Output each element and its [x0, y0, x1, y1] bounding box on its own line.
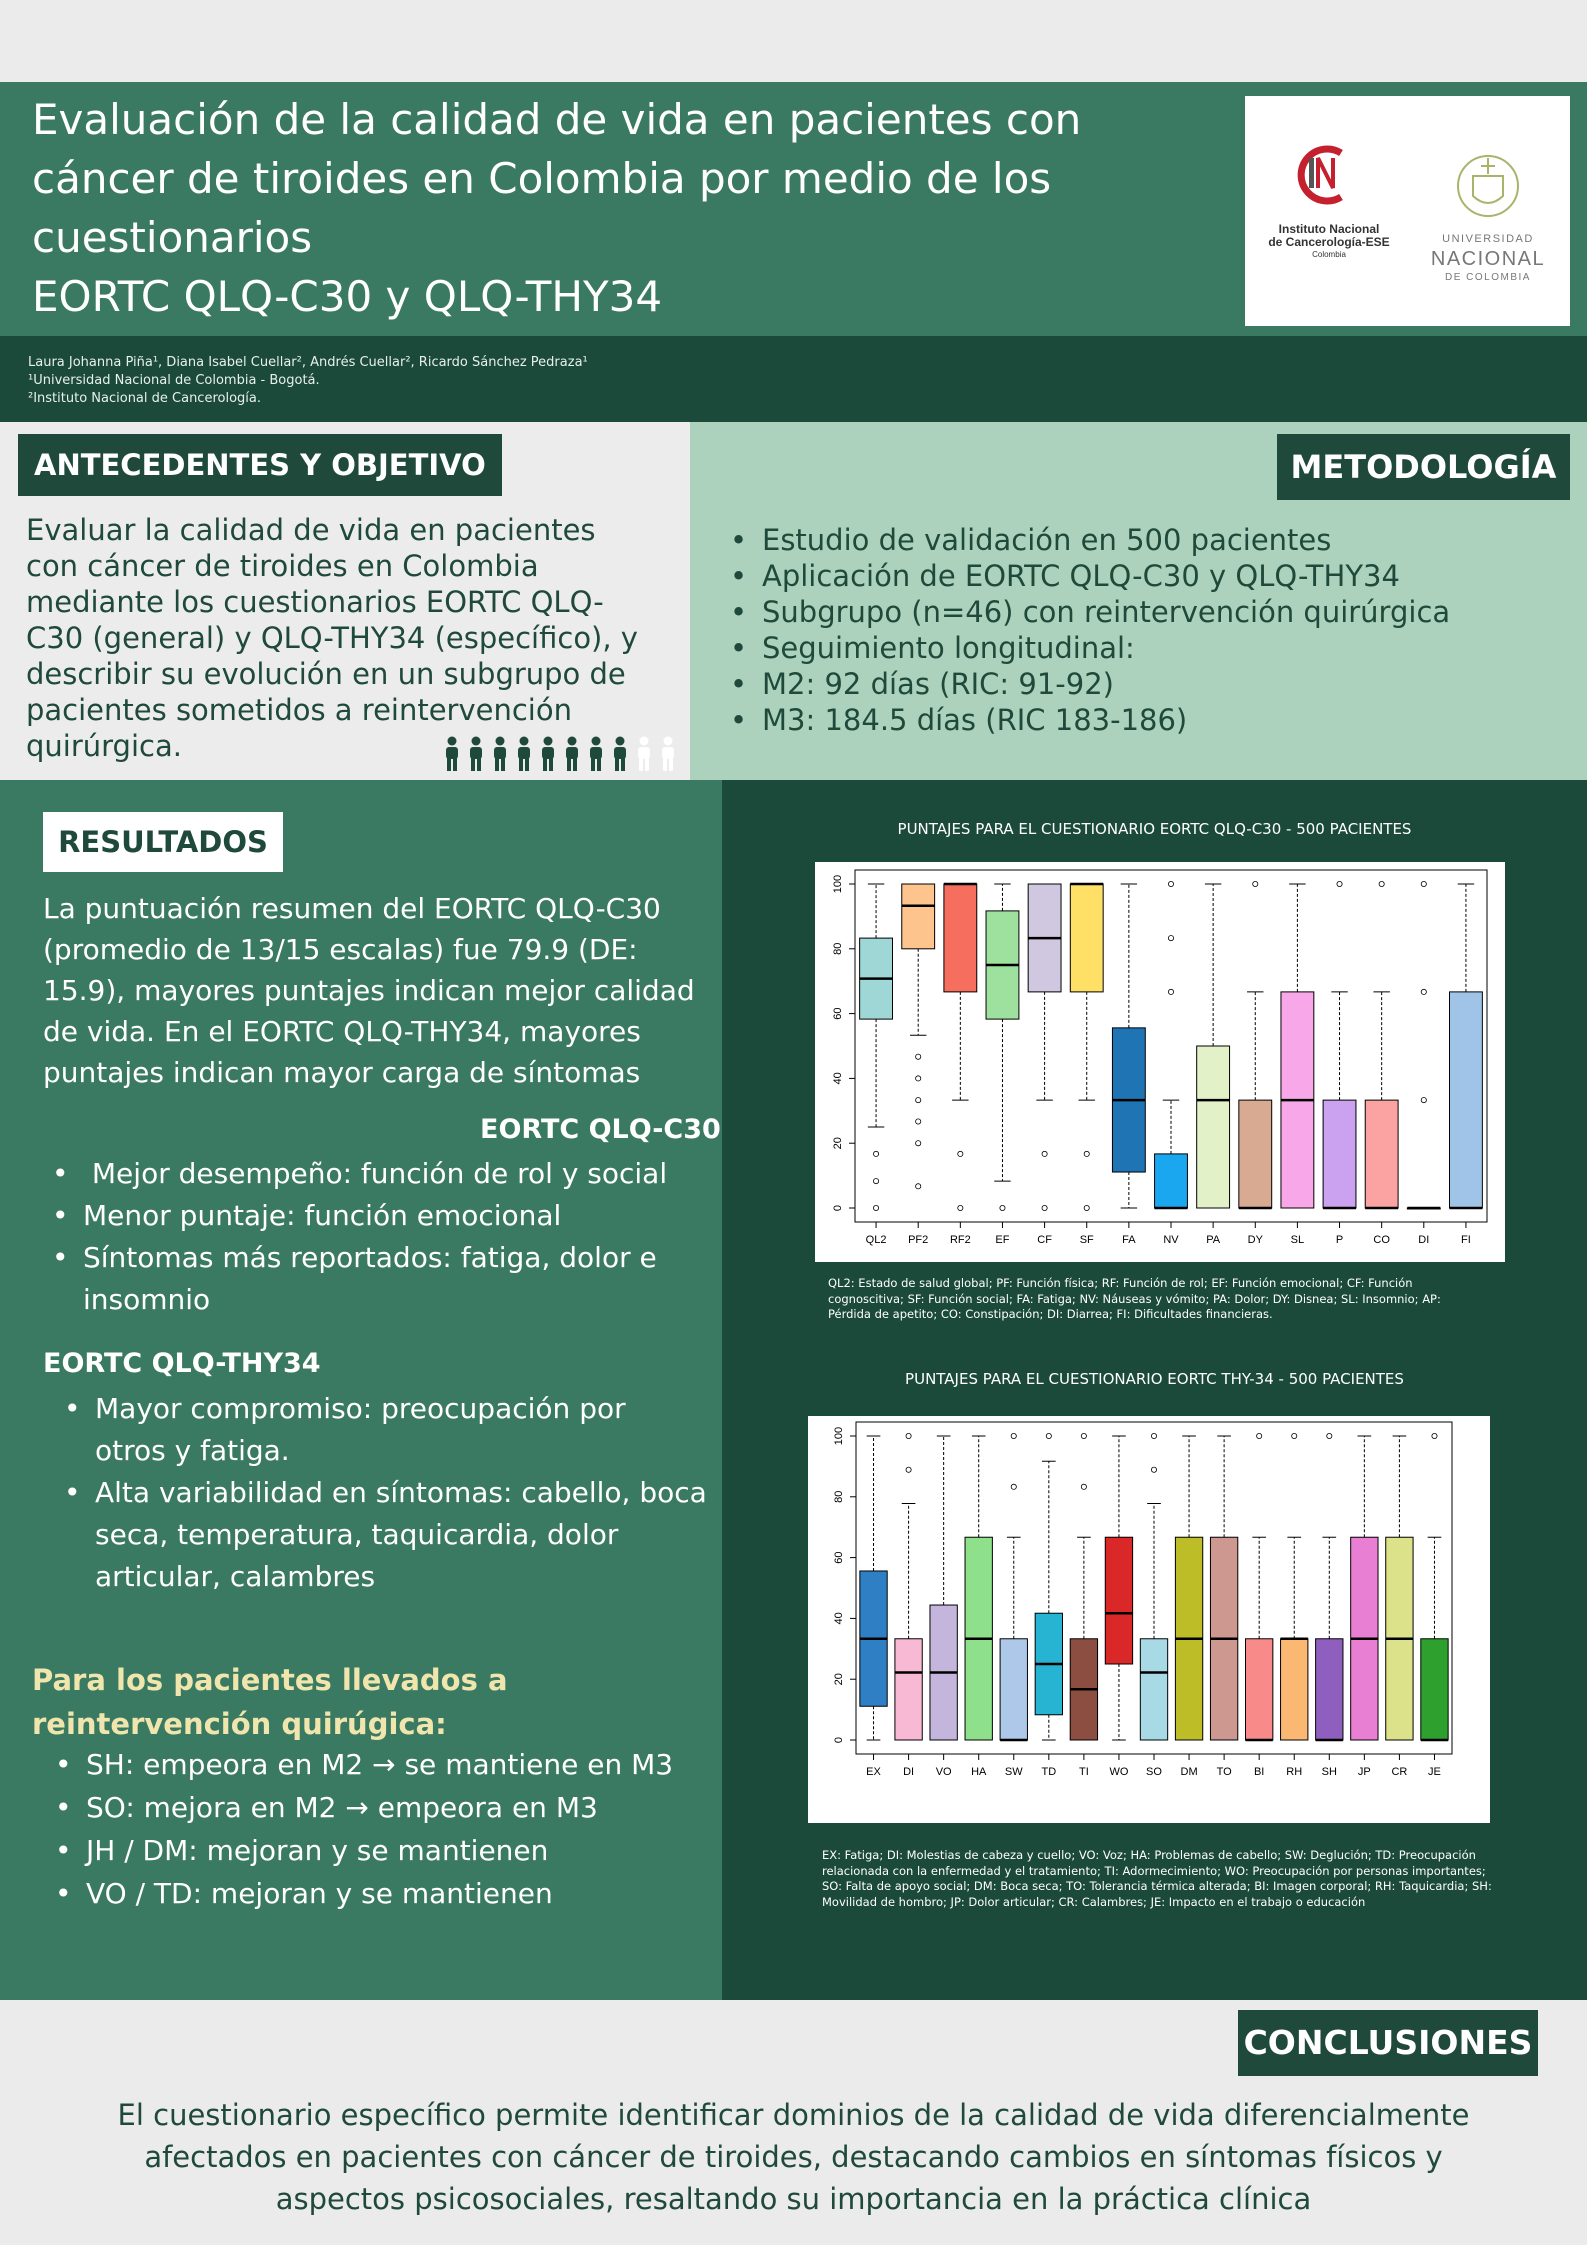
list-item: • Aplicación de EORTC QLQ-C30 y QLQ-THY34: [730, 558, 1450, 594]
poster-title: [32, 90, 1212, 326]
outlier-point: [1046, 1433, 1051, 1438]
list-item: • M3: 184.5 días (RIC 183-186): [730, 702, 1450, 738]
outlier-point: [1168, 936, 1173, 941]
box-BI: [1246, 1433, 1273, 1740]
person-icon: [566, 737, 578, 772]
text-line: afectados en pacientes con cáncer de tiroides, destacando cambios en síntomas físicos y: [144, 2140, 1443, 2174]
title-line: cuestionarios: [32, 213, 313, 262]
x-tick-label: SH: [1321, 1766, 1337, 1778]
outlier-point: [1081, 1484, 1086, 1489]
x-tick-label: SO: [1146, 1766, 1162, 1778]
x-tick-label: JP: [1357, 1766, 1371, 1778]
person-leg: [549, 757, 553, 771]
text-line: aspectos psicosociales, resaltando su importancia en la práctica clínica: [275, 2182, 1312, 2216]
box-iqr: [1105, 1537, 1132, 1664]
person-head: [544, 737, 553, 746]
person-head: [616, 737, 625, 746]
list-item: • Síntomas más reportados: fatiga, dolor e: [52, 1237, 667, 1279]
resultados-heading: RESULTADOS: [43, 812, 283, 872]
x-tick-label: EX: [866, 1766, 881, 1778]
box-iqr: [944, 884, 977, 992]
logos-svg: [1245, 96, 1570, 326]
box-CO: [1365, 881, 1398, 1208]
x-tick-label: DI: [903, 1766, 915, 1778]
x-tick-label: CR: [1391, 1766, 1408, 1778]
outlier-point: [1257, 1433, 1262, 1438]
x-tick-label: NV: [1163, 1234, 1179, 1246]
chart-thy34-title: PUNTAJES PARA EL CUESTIONARIO EORTC THY-34 - 500 PACIENTES: [905, 1370, 1404, 1388]
text-line: puntajes indican mayor carga de síntomas: [43, 1056, 641, 1089]
list-item: • Subgrupo (n=46) con reintervención quirúrgica: [730, 594, 1450, 630]
conclusiones-text: [0, 2094, 1587, 2220]
list-item: • SH: empeora en M2 → se mantiene en M3: [55, 1743, 673, 1786]
chart-c30: [815, 862, 1505, 1262]
x-tick-label: WO: [1109, 1766, 1129, 1778]
outlier-point: [1042, 1151, 1047, 1156]
person-icon: [470, 737, 482, 772]
person-leg: [663, 757, 667, 771]
outlier-point: [1084, 1151, 1089, 1156]
person-leg: [477, 757, 481, 771]
x-tick-label: JE: [1428, 1766, 1441, 1778]
box-TI: [1070, 1433, 1097, 1740]
person-leg: [519, 757, 523, 771]
box-DY: [1239, 881, 1272, 1208]
x-tick-label: PF2: [908, 1234, 929, 1246]
outlier-point: [1421, 989, 1426, 994]
person-head: [568, 737, 577, 746]
inc-logo-i: [1309, 158, 1314, 188]
y-tick-label: 40: [833, 1612, 845, 1625]
text-line: (promedio de 13/15 escalas) fue 79.9 (DE:: [43, 933, 638, 966]
person-head: [472, 737, 481, 746]
person-icon: [614, 737, 626, 772]
text-line: quirúrgica.: [26, 729, 182, 763]
box-iqr: [1246, 1639, 1273, 1740]
chart-thy34: [808, 1416, 1490, 1823]
box-iqr: [1070, 884, 1103, 992]
x-tick-label: TI: [1078, 1766, 1089, 1778]
text-line: Evaluar la calidad de vida en pacientes: [26, 513, 596, 547]
legend-line: Pérdida de apetito; CO: Constipación; DI: Diarrea; FI: Dificultades financieras.: [828, 1307, 1273, 1321]
text-line: mediante los cuestionarios EORTC QLQ-: [26, 585, 604, 619]
x-tick-label: PA: [1206, 1234, 1221, 1246]
conclusiones-heading: CONCLUSIONES: [1238, 2010, 1538, 2076]
thy-list: [64, 1388, 707, 1598]
outlier-point: [1151, 1433, 1156, 1438]
box-QL2: [860, 884, 893, 1211]
outlier-point: [1421, 881, 1426, 886]
person-icon: [446, 737, 458, 772]
person-leg: [615, 757, 619, 771]
inc-logo: [1268, 149, 1389, 259]
x-tick-label: QL2: [865, 1234, 887, 1246]
box-HA: [965, 1436, 992, 1740]
unal-logo-line: DE COLOMBIA: [1445, 272, 1531, 283]
outlier-point: [916, 1098, 921, 1103]
text-line: La puntuación resumen del EORTC QLQ-C30: [43, 892, 661, 925]
outlier-point: [873, 1179, 878, 1184]
box-JP: [1351, 1436, 1378, 1740]
chart-c30-legend: [828, 1276, 1441, 1323]
box-iqr: [1140, 1639, 1167, 1740]
outlier-point: [873, 1205, 878, 1210]
outlier-point: [873, 1151, 878, 1156]
person-leg: [645, 757, 649, 771]
outlier-point: [958, 1151, 963, 1156]
list-item: • Seguimiento longitudinal:: [730, 630, 1450, 666]
y-tick-label: 40: [832, 1072, 844, 1085]
list-item: • VO / TD: mejoran y se mantienen: [55, 1872, 673, 1915]
person-icon: [590, 737, 602, 772]
list-item: • M2: 92 días (RIC: 91-92): [730, 666, 1450, 702]
box-P: [1323, 881, 1356, 1208]
outlier-point: [1151, 1467, 1156, 1472]
list-item: • Mejor desempeño: función de rol y social: [52, 1153, 667, 1195]
resultados-summary: [43, 888, 703, 1093]
box-iqr: [1197, 1046, 1230, 1208]
outlier-point: [906, 1467, 911, 1472]
outlier-point: [1168, 881, 1173, 886]
x-tick-label: SL: [1290, 1234, 1305, 1246]
list-item: otros y fatiga.: [95, 1434, 290, 1467]
text-line: C30 (general) y QLQ-THY34 (específico), y: [26, 621, 638, 655]
list-item: • Alta variabilidad en síntomas: cabello, boca: [64, 1472, 707, 1514]
y-tick-label: 100: [833, 1426, 845, 1446]
y-tick-label: 80: [832, 942, 844, 955]
authors: [28, 354, 588, 408]
outlier-point: [916, 1141, 921, 1146]
text-line: El cuestionario específico permite identificar dominios de la calidad de vida diferencialmente: [117, 2098, 1470, 2132]
box-iqr: [1450, 992, 1483, 1208]
x-tick-label: RH: [1286, 1766, 1303, 1778]
list-item: • Mayor compromiso: preocupación por: [64, 1388, 707, 1430]
y-tick-label: 100: [832, 874, 844, 894]
box-FI: [1450, 884, 1483, 1208]
outlier-point: [916, 1076, 921, 1081]
box-PF2: [902, 884, 935, 1189]
thy-subheading: EORTC QLQ-THY34: [43, 1348, 321, 1379]
x-tick-label: P: [1335, 1234, 1344, 1246]
affiliation-line: ²Instituto Nacional de Cancerología.: [28, 391, 261, 406]
person-head: [520, 737, 529, 746]
reintervencion-list: [55, 1743, 673, 1915]
box-RH: [1281, 1433, 1308, 1740]
x-tick-label: VO: [935, 1766, 952, 1778]
box-DM: [1175, 1436, 1202, 1740]
text-line: Para los pacientes llevados a: [32, 1663, 508, 1697]
x-tick-label: TO: [1216, 1766, 1232, 1778]
person-icon: [494, 737, 506, 772]
person-head: [448, 737, 457, 746]
x-tick-label: CO: [1373, 1234, 1390, 1246]
outlier-point: [958, 1205, 963, 1210]
person-leg: [639, 757, 643, 771]
person-leg: [453, 757, 457, 771]
list-item: • Estudio de validación en 500 pacientes: [730, 522, 1450, 558]
x-tick-label: FI: [1461, 1234, 1471, 1246]
outlier-point: [1168, 989, 1173, 994]
legend-line: QL2: Estado de salud global; PF: Función física; RF: Función de rol; EF: Función emocional; CF: Función: [828, 1276, 1413, 1290]
x-tick-label: RF2: [949, 1234, 971, 1246]
antecedentes-heading: ANTECEDENTES Y OBJETIVO: [18, 434, 502, 496]
inc-logo-line: Instituto Nacional: [1278, 222, 1380, 236]
person-leg: [567, 757, 571, 771]
x-tick-label: HA: [971, 1766, 987, 1778]
box-SW: [1000, 1433, 1027, 1740]
x-tick-label: BI: [1253, 1766, 1265, 1778]
y-tick-label: 20: [832, 1137, 844, 1150]
title-line: cáncer de tiroides en Colombia por medio de los: [32, 154, 1052, 203]
text-line: con cáncer de tiroides en Colombia: [26, 549, 539, 583]
box-iqr: [1316, 1639, 1343, 1740]
outlier-point: [1432, 1433, 1437, 1438]
outlier-point: [916, 1184, 921, 1189]
box-iqr: [1000, 1639, 1027, 1740]
x-tick-label: TD: [1041, 1766, 1057, 1778]
metodologia-list: [730, 522, 1450, 738]
x-tick-label: DI: [1418, 1234, 1430, 1246]
box-iqr: [1155, 1154, 1188, 1208]
person-leg: [501, 757, 505, 771]
title-line: Evaluación de la calidad de vida en pacientes con: [32, 95, 1082, 144]
antecedentes-text: [26, 512, 676, 764]
box-TO: [1210, 1436, 1237, 1740]
chart-c30-title: PUNTAJES PARA EL CUESTIONARIO EORTC QLQ-C30 - 500 PACIENTES: [897, 820, 1412, 838]
list-item: • SO: mejora en M2 → empeora en M3: [55, 1786, 673, 1829]
box-CF: [1028, 884, 1061, 1211]
person-leg: [525, 757, 529, 771]
box-iqr: [895, 1639, 922, 1740]
shield-icon: [1473, 176, 1503, 203]
y-tick-label: 0: [832, 1204, 844, 1212]
outlier-point: [1292, 1433, 1297, 1438]
box-PA: [1197, 884, 1230, 1208]
person-icon: [662, 737, 674, 772]
x-tick-label: EF: [995, 1234, 1010, 1246]
box-TD: [1035, 1433, 1062, 1740]
y-tick-label: 60: [833, 1551, 845, 1564]
outlier-point: [1421, 1098, 1426, 1103]
outlier-point: [1042, 1205, 1047, 1210]
box-iqr: [1323, 1100, 1356, 1208]
outlier-point: [1327, 1433, 1332, 1438]
c30-subheading: EORTC QLQ-C30: [480, 1114, 721, 1145]
box-VO: [930, 1436, 957, 1740]
x-tick-label: DY: [1247, 1234, 1263, 1246]
person-leg: [621, 757, 625, 771]
person-leg: [543, 757, 547, 771]
box-SO: [1140, 1433, 1167, 1740]
person-icon: [542, 737, 554, 772]
person-head: [640, 737, 649, 746]
authors-line: Laura Johanna Piña¹, Diana Isabel Cuellar², Andrés Cuellar², Ricardo Sánchez Pedraza¹: [28, 355, 588, 370]
unal-logo: [1431, 156, 1545, 283]
box-JE: [1421, 1433, 1448, 1740]
outlier-point: [1081, 1433, 1086, 1438]
person-icon: [518, 737, 530, 772]
outlier-point: [1011, 1484, 1016, 1489]
legend-line: Movilidad de hombro; JP: Dolor articular; CR: Calambres; JE: Impacto en el trabajo o educación: [822, 1894, 1366, 1909]
list-item: seca, temperatura, taquicardia, dolor: [95, 1518, 619, 1551]
box-DI: [1407, 881, 1440, 1209]
box-DI: [895, 1433, 922, 1740]
outlier-point: [1379, 881, 1384, 886]
metodologia-heading: METODOLOGÍA: [1277, 434, 1570, 500]
list-item: • JH / DM: mejoran y se mantienen: [55, 1829, 673, 1872]
person-head: [664, 737, 673, 746]
text-line: pacientes sometidos a reintervención: [26, 693, 572, 727]
box-EX: [860, 1436, 887, 1740]
box-iqr: [1365, 1100, 1398, 1208]
outlier-point: [1337, 881, 1342, 886]
person-leg: [597, 757, 601, 771]
text-line: reintervención quirúgica:: [32, 1707, 447, 1741]
unal-logo-line: UNIVERSIDAD: [1442, 233, 1534, 245]
chart-thy34-legend: [822, 1848, 1492, 1910]
box-SL: [1281, 884, 1314, 1208]
box-WO: [1105, 1436, 1132, 1740]
person-leg: [669, 757, 673, 771]
y-tick-label: 80: [833, 1490, 845, 1503]
box-SH: [1316, 1433, 1343, 1740]
list-item: insomnio: [83, 1283, 211, 1316]
outlier-point: [1253, 881, 1258, 886]
box-iqr: [1281, 1639, 1308, 1740]
legend-line: SO: Falta de apoyo social; DM: Boca seca; TO: Tolerancia térmica alterada; BI: Imagen corporal; RH: Taquicardia; SH:: [822, 1879, 1492, 1893]
x-tick-label: SW: [1004, 1766, 1023, 1778]
person-leg: [471, 757, 475, 771]
y-tick-label: 20: [833, 1673, 845, 1686]
person-leg: [447, 757, 451, 771]
list-item: • Menor puntaje: función emocional: [52, 1195, 667, 1237]
person-leg: [591, 757, 595, 771]
box-iqr: [1421, 1639, 1448, 1740]
x-tick-label: FA: [1122, 1234, 1136, 1246]
outlier-point: [1084, 1205, 1089, 1210]
box-iqr: [1239, 1100, 1272, 1208]
person-leg: [573, 757, 577, 771]
y-tick-label: 60: [832, 1007, 844, 1020]
box-FA: [1112, 884, 1145, 1208]
inc-logo-line: Colombia: [1312, 250, 1346, 259]
box-CR: [1386, 1436, 1413, 1740]
person-head: [592, 737, 601, 746]
logos-box: [1245, 96, 1570, 326]
y-tick-label: 0: [833, 1736, 845, 1744]
box-NV: [1155, 881, 1188, 1208]
person-icon: [638, 737, 650, 772]
outlier-point: [1011, 1433, 1016, 1438]
legend-line: EX: Fatiga; DI: Molestias de cabeza y cuello; VO: Voz; HA: Problemas de cabello; SW: Deglución; TD: Preocupación: [822, 1848, 1476, 1862]
people-icons: [442, 736, 682, 772]
c30-list: [52, 1153, 667, 1321]
person-leg: [495, 757, 499, 771]
x-tick-label: DM: [1180, 1766, 1198, 1778]
box-EF: [986, 884, 1019, 1211]
box-RF2: [944, 884, 977, 1211]
x-tick-label: CF: [1037, 1234, 1052, 1246]
box-iqr: [902, 884, 935, 949]
title-line: EORTC QLQ-C30 y QLQ-THY34: [32, 272, 663, 321]
reintervencion-subheading: [32, 1658, 508, 1746]
box-SF: [1070, 884, 1103, 1211]
text-line: describir su evolución en un subgrupo de: [26, 657, 626, 691]
outlier-point: [906, 1433, 911, 1438]
person-head: [496, 737, 505, 746]
inc-logo-line: de Cancerología-ESE: [1268, 235, 1390, 249]
x-tick-label: SF: [1079, 1234, 1094, 1246]
outlier-point: [1000, 1205, 1005, 1210]
text-line: 15.9), mayores puntajes indican mejor calidad: [43, 974, 695, 1007]
affiliation-line: ¹Universidad Nacional de Colombia - Bogotá.: [28, 373, 320, 388]
outlier-point: [916, 1054, 921, 1059]
outlier-point: [916, 1119, 921, 1124]
unal-logo-line: NACIONAL: [1430, 248, 1546, 270]
legend-line: cognoscitiva; SF: Función social; FA: Fatiga; NV: Náuseas y vómito; PA: Dolor; DY: Disnea; SL: Insomnio; AP:: [828, 1291, 1441, 1306]
list-item: articular, calambres: [95, 1560, 376, 1593]
text-line: de vida. En el EORTC QLQ-THY34, mayores: [43, 1015, 641, 1048]
legend-line: relacionada con la enfermedad y el tratamiento; TI: Adormecimiento; WO: Preocupación por personas importantes;: [822, 1863, 1486, 1878]
